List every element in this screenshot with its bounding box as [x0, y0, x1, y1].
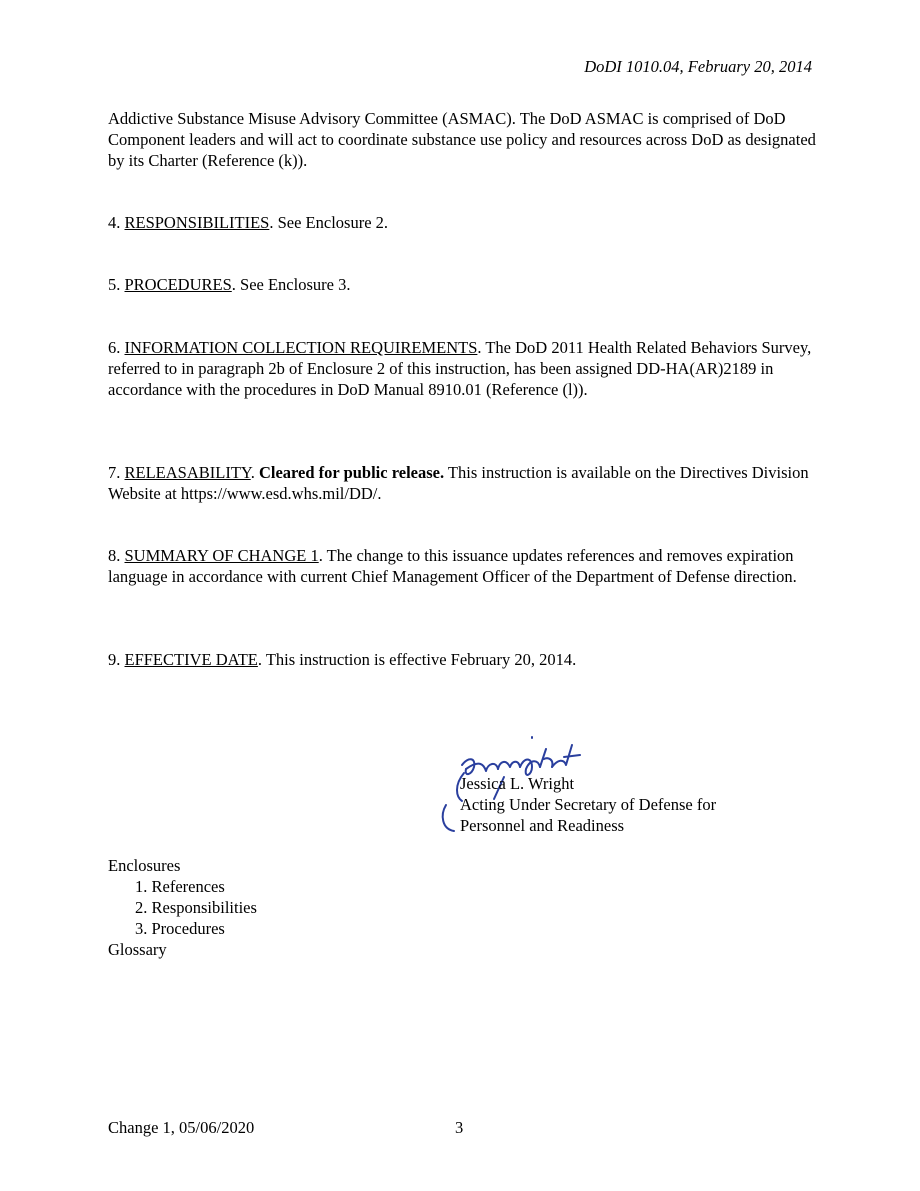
paragraph-text: . This instruction is effective February 20, 2014. [257, 650, 577, 669]
footer-change-label: Change 1, 05/06/2020 [108, 1118, 255, 1137]
paragraph-number: 6. [108, 338, 125, 357]
section-heading-summary-of-change: SUMMARY OF CHANGE 1 [124, 546, 319, 565]
paragraph-information-collection [108, 337, 818, 400]
paragraph-number: 9. [108, 650, 125, 669]
paragraph-text: . The DoD 2011 Health Related Behaviors Survey, referred to in paragraph 2b of Enclosure 2 of this instruction, has been assigned DD-HA(AR)2189 in accordance with the procedures in DoD Manual 8910.01 (Reference (l)). [108, 338, 812, 399]
enclosures-list [108, 855, 257, 960]
paragraph-number: 7. [108, 463, 125, 482]
enclosures-heading: Enclosures [108, 856, 181, 875]
paragraph-text: . See Enclosure 3. [231, 275, 351, 294]
section-heading-releasability: RELEASABILITY [124, 463, 251, 482]
paragraph-procedures [108, 274, 818, 295]
paragraph-text: . The change to this issuance updates references and removes expiration language in accordance with current Chief Management Officer of the Department of Defense direction. [108, 546, 797, 586]
paragraph-summary-of-change [108, 545, 818, 587]
paragraph-asmac: Addictive Substance Misuse Advisory Committee (ASMAC). The DoD ASMAC is comprised of DoD Component leaders and will act to coordinate substance use policy and resources across DoD as designated by its Charter (Reference (k)). [108, 109, 816, 170]
enclosure-item: 3. Procedures [135, 919, 225, 938]
signatory-title-line-1: Acting Under Secretary of Defense for [460, 795, 717, 814]
section-heading-information-collection: INFORMATION COLLECTION REQUIREMENTS [124, 338, 478, 357]
paragraph-number: 5. [108, 275, 125, 294]
paragraph-text: . [250, 463, 259, 482]
paragraph-effective-date [108, 649, 818, 670]
paragraph-number: 8. [108, 546, 125, 565]
paragraph-text: This instruction is available on the Directives Division Website at https://www.esd.whs.mil/DD/. [108, 463, 809, 503]
signatory-name: Jessica L. Wright [460, 774, 575, 793]
enclosure-item: 2. Responsibilities [135, 898, 257, 917]
release-statement: Cleared for public release. [258, 463, 445, 482]
paragraph-number: 4. [108, 213, 125, 232]
signature-block [440, 735, 760, 835]
paragraph-releasability [108, 462, 818, 504]
glossary-label: Glossary [108, 940, 167, 959]
paragraph-text: . See Enclosure 2. [269, 213, 389, 232]
document-header: DoDI 1010.04, February 20, 2014 [584, 57, 812, 76]
enclosure-item: 1. References [135, 877, 225, 896]
section-heading-procedures: PROCEDURES [124, 275, 232, 294]
section-heading-responsibilities: RESPONSIBILITIES [124, 213, 270, 232]
paragraph-responsibilities [108, 212, 818, 233]
section-heading-effective-date: EFFECTIVE DATE [124, 650, 258, 669]
signatory-details [460, 773, 716, 836]
signatory-title-line-2: Personnel and Readiness [460, 816, 625, 835]
page-number: 3 [455, 1118, 464, 1137]
